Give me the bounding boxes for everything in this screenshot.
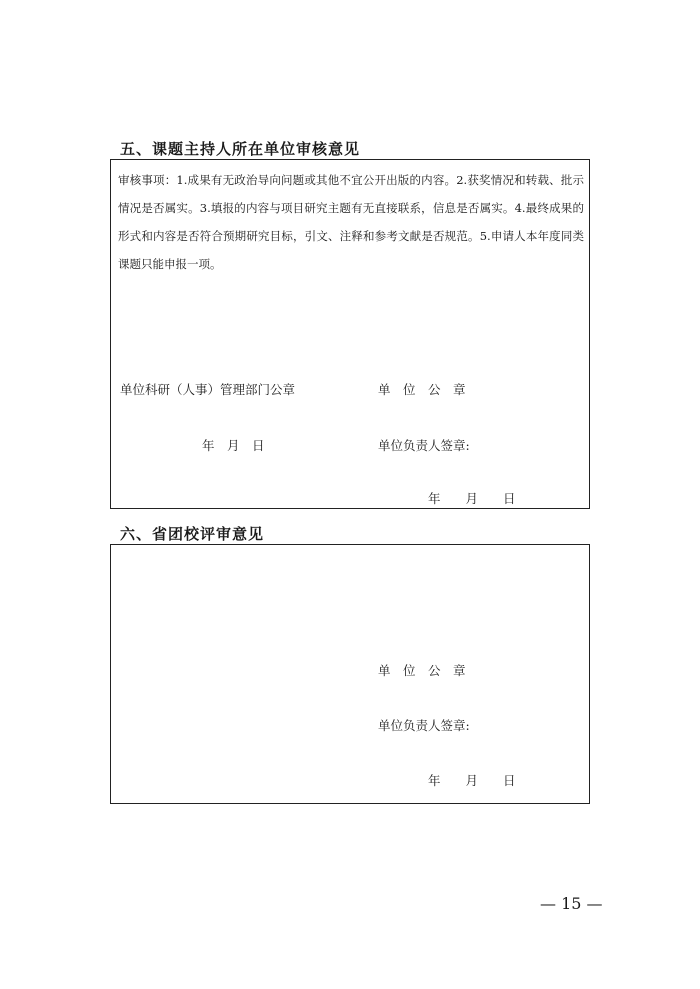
page-number: — 15 — [540, 894, 603, 913]
unit-date-label: 年 月 日 [428, 491, 516, 506]
review-instructions: 审核事项：1.成果有无政治导向问题或其他不宜公开出版的内容。2.获奖情况和转载、批示情况是否属实。3.填报的内容与项目研究主题有无直接联系，信息是否属实。4.最终成果的形式和内容是否符合预期研究目标，引文、注释和参考文献是否规范。5.申请人本年度同类课题只能申报一项。 [118, 173, 584, 271]
section6-opinion-box [110, 544, 590, 804]
research-dept-seal-label: 单位科研（人事）管理部门公章 [120, 382, 296, 397]
section6-heading: 六、省团校评审意见 [120, 525, 265, 543]
section5-heading: 五、课题主持人所在单位审核意见 [120, 140, 361, 158]
unit-seal-label: 单 位 公 章 [378, 663, 466, 678]
leader-signature-label: 单位负责人签章: [378, 438, 470, 453]
unit-date-label: 年 月 日 [428, 773, 516, 788]
section5-opinion-box [110, 159, 590, 509]
dept-date-label: 年 月 日 [202, 438, 265, 453]
leader-signature-label: 单位负责人签章: [378, 718, 470, 733]
unit-seal-label: 单 位 公 章 [378, 382, 466, 397]
